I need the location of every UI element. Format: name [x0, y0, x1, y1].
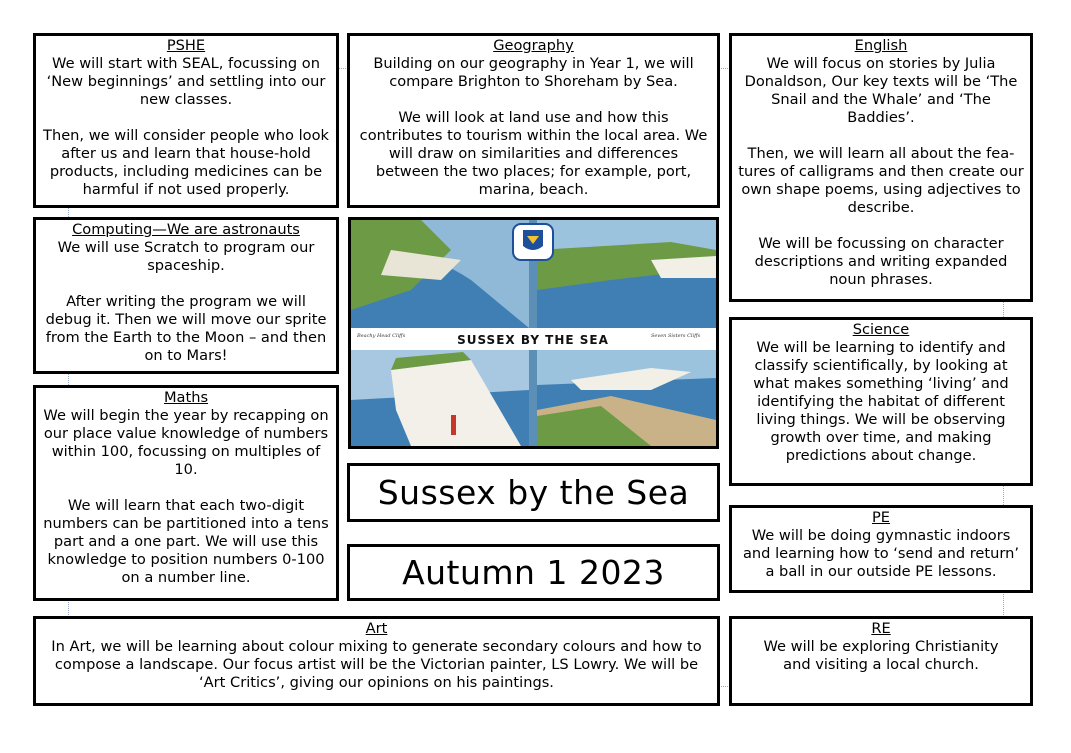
geography-heading: Geography [493, 37, 574, 54]
art-heading: Art [365, 620, 388, 637]
maths-text-2: We will learn that each two-digit numbers can be partitioned into a tens part and a one part. We will use this knowledge to position numbers 0-100 on a number line. [43, 497, 329, 586]
page-title: Sussex by the Sea [347, 463, 720, 522]
pe-box [729, 505, 1033, 593]
sussex-postcard-image [348, 217, 719, 449]
re-heading: RE [871, 620, 891, 637]
pshe-heading: PSHE [166, 37, 206, 54]
english-text-1: We will focus on stories by Julia Donaldson, Our key texts will be ‘The Snail and the Whale’ and ‘The Baddies’. [744, 55, 1018, 126]
geography-text-1: Building on our geography in Year 1, we will compare Brighton to Shoreham by Sea. [373, 55, 694, 90]
computing-box [33, 217, 339, 374]
postcard-caption: SUSSEX BY THE SEA [457, 333, 609, 347]
postcard-label-right: Seven Sisters Cliffs [651, 333, 701, 339]
english-heading: English [854, 37, 908, 54]
english-text-3: We will be focussing on character descriptions and writing expanded noun phrases. [754, 235, 1008, 288]
geography-text-2: We will look at land use and how this contributes to tourism within the local area. We will draw on similarities and differences between the two places; for example, port, marina, beach. [359, 109, 708, 198]
computing-text-2: After writing the program we will debug it. Then we will move our sprite from the Earth to the Moon – and then on to Mars! [45, 293, 327, 364]
maths-box [33, 385, 339, 601]
computing-text-1: We will use Scratch to program our spaceship. [57, 239, 315, 274]
science-box [729, 317, 1033, 486]
re-box [729, 616, 1033, 706]
science-text-1: We will be learning to identify and classify scientifically, by looking at what makes something ‘living’ and identifying the habitat of different living things. We will be observing growth over time, and making predictions about change. [753, 339, 1009, 464]
english-box [729, 33, 1033, 302]
term-title: Autumn 1 2023 [347, 544, 720, 601]
science-heading: Science [852, 321, 910, 338]
pe-heading: PE [871, 509, 891, 526]
english-text-2: Then, we will learn all about the fea-tures of calligrams and then create our own shape poems, using adjectives to describe. [738, 145, 1024, 216]
pshe-text-2: Then, we will consider people who look after us and learn that house-hold products, including medicines can be harmful if not used properly. [43, 127, 329, 198]
maths-heading: Maths [163, 389, 209, 406]
pshe-box [33, 33, 339, 208]
maths-text-1: We will begin the year by recapping on our place value knowledge of numbers within 100, focussing on multiples of 10. [43, 407, 329, 478]
geography-box [347, 33, 720, 208]
pshe-text-1: We will start with SEAL, focussing on ‘New beginnings’ and settling into our new classes. [46, 55, 326, 108]
pe-text-1: We will be doing gymnastic indoors and learning how to ‘send and return’ a ball in our outside PE lessons. [742, 527, 1020, 580]
art-text-1: In Art, we will be learning about colour mixing to generate secondary colours and how to compose a landscape. Our focus artist will be the Victorian painter, LS Lowry. We will be ‘Art Critics’, giving our opinions on his paintings. [51, 638, 702, 691]
postcard-illustration [351, 220, 716, 446]
art-box [33, 616, 720, 706]
computing-heading: Computing—We are astronauts [72, 221, 300, 238]
postcard-label-left: Beachy Head Cliffs [357, 333, 406, 339]
re-text-1: We will be exploring Christianity and visiting a local church. [763, 638, 999, 673]
